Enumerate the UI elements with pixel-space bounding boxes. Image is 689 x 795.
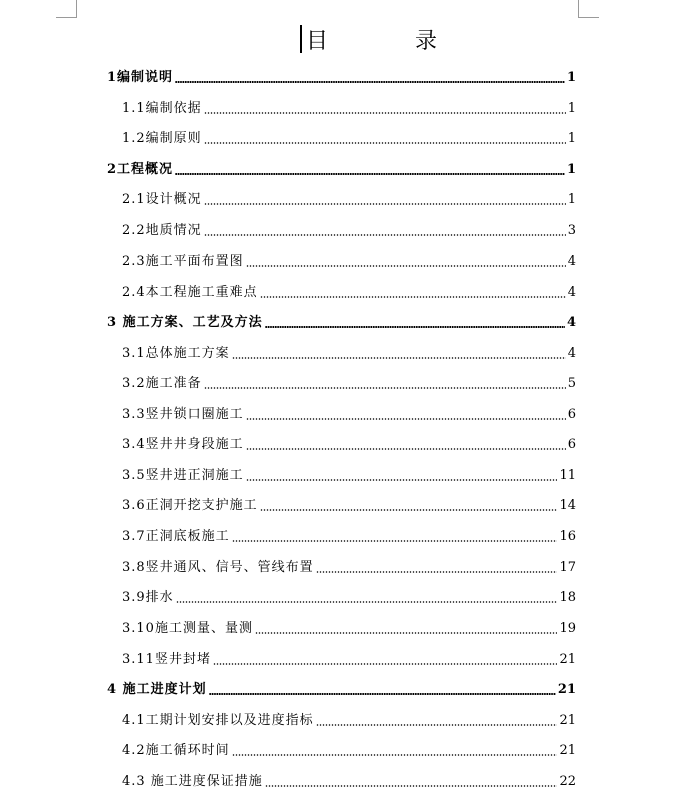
text-cursor <box>300 25 302 53</box>
dot-leader <box>316 571 558 573</box>
toc-entry-page: 4 <box>567 346 576 361</box>
toc-entry-page: 4 <box>566 315 576 330</box>
toc-entry-page: 14 <box>559 498 576 513</box>
dot-leader <box>260 509 558 511</box>
toc-entry-label: 3.7正洞底板施工 <box>122 529 230 544</box>
toc-entry-page: 6 <box>567 437 576 452</box>
dot-leader <box>265 326 565 328</box>
toc-entry-3-5[interactable] <box>122 462 576 484</box>
toc-entry-label: 3.11竖井封堵 <box>122 652 211 667</box>
toc-entry-page: 21 <box>559 713 576 728</box>
toc-entry-page: 6 <box>567 407 576 422</box>
toc-entry-page: 19 <box>559 621 576 636</box>
dot-leader <box>209 693 556 695</box>
toc-entry-4-2[interactable] <box>122 737 576 759</box>
toc-title: 目 录 <box>306 28 477 54</box>
page-corner-mark-top-left <box>56 0 77 18</box>
toc-entry-page: 1 <box>566 162 576 177</box>
toc-entry-3[interactable] <box>107 309 576 331</box>
dot-leader <box>246 479 558 481</box>
dot-leader <box>232 540 558 542</box>
toc-entry-page: 4 <box>567 254 576 269</box>
toc-entry-4-3[interactable] <box>122 768 576 790</box>
toc-entry-3-8[interactable] <box>122 554 576 576</box>
toc-entry-label: 3.10施工测量、量测 <box>122 621 253 636</box>
toc-entry-label: 3.2施工准备 <box>122 376 202 391</box>
toc-entry-label: 3.4竖井井身段施工 <box>122 437 244 452</box>
toc-entry-page: 21 <box>559 743 576 758</box>
toc-entry-label: 1.2编制原则 <box>122 131 202 146</box>
toc-entry-label: 3.9排水 <box>122 590 174 605</box>
toc-entry-label: 3.5竖井进正洞施工 <box>122 468 244 483</box>
dot-leader <box>175 81 565 83</box>
toc-entry-label: 3 施工方案、工艺及方法 <box>107 315 263 330</box>
toc-entry-label: 2工程概况 <box>107 162 174 177</box>
title-area[interactable] <box>300 22 477 56</box>
toc-entry-label: 3.3竖井锁口圈施工 <box>122 407 244 422</box>
toc-entry-label: 4.1工期计划安排以及进度指标 <box>122 713 314 728</box>
toc-entry-3-2[interactable] <box>122 370 576 392</box>
dot-leader <box>204 142 566 144</box>
toc-entry-label: 3.8竖井通风、信号、管线布置 <box>122 560 314 575</box>
toc-entry-1-1[interactable] <box>122 95 576 117</box>
toc-entry-page: 21 <box>557 682 576 697</box>
toc-entry-label: 4 施工进度计划 <box>107 682 207 697</box>
dot-leader <box>246 448 566 450</box>
toc-entry-page: 22 <box>559 774 576 789</box>
toc-entry-page: 4 <box>567 285 576 300</box>
toc-entry-3-6[interactable] <box>122 492 576 514</box>
toc-entry-3-9[interactable] <box>122 584 576 606</box>
dot-leader <box>246 418 566 420</box>
dot-leader <box>213 663 558 665</box>
page-corner-mark-top-right <box>578 0 599 18</box>
toc-entry-page: 1 <box>567 192 576 207</box>
dot-leader <box>316 724 558 726</box>
toc-entry-page: 5 <box>567 376 576 391</box>
toc-entry-page: 1 <box>567 131 576 146</box>
toc-entry-4[interactable] <box>107 676 576 698</box>
toc-entry-label: 3.6正洞开挖支护施工 <box>122 498 258 513</box>
dot-leader <box>255 632 558 634</box>
toc-entry-2-3[interactable] <box>122 248 576 270</box>
toc-entry-label: 4.2施工循环时间 <box>122 743 230 758</box>
dot-leader <box>246 265 566 267</box>
toc-entry-1-2[interactable] <box>122 125 576 147</box>
dot-leader <box>232 754 558 756</box>
toc-entry-2-2[interactable] <box>122 217 576 239</box>
toc-entry-label: 2.1设计概况 <box>122 192 202 207</box>
dot-leader <box>204 234 566 236</box>
toc-entry-page: 11 <box>559 468 576 483</box>
toc-entry-page: 21 <box>559 652 576 667</box>
toc-entry-2[interactable] <box>107 156 576 178</box>
dot-leader <box>260 296 566 298</box>
toc-entry-3-3[interactable] <box>122 401 576 423</box>
toc-entry-page: 3 <box>567 223 576 238</box>
toc-entry-page: 17 <box>559 560 576 575</box>
toc-entry-3-7[interactable] <box>122 523 576 545</box>
toc-entry-page: 16 <box>559 529 576 544</box>
dot-leader <box>204 387 566 389</box>
toc-entry-3-4[interactable] <box>122 431 576 453</box>
dot-leader <box>176 601 558 603</box>
toc-entry-label: 4.3 施工进度保证措施 <box>122 774 263 789</box>
dot-leader <box>204 112 566 114</box>
toc-entry-label: 2.4本工程施工重难点 <box>122 285 258 300</box>
toc-entry-1[interactable] <box>107 64 576 86</box>
toc-entry-2-1[interactable] <box>122 186 576 208</box>
toc-entry-label: 3.1总体施工方案 <box>122 346 230 361</box>
toc-entry-label: 2.3施工平面布置图 <box>122 254 244 269</box>
dot-leader <box>175 173 565 175</box>
toc-entry-page: 18 <box>559 590 576 605</box>
toc-entry-page: 1 <box>566 70 576 85</box>
toc-entry-label: 1编制说明 <box>107 70 174 85</box>
toc-entry-2-4[interactable] <box>122 279 576 301</box>
dot-leader <box>232 357 566 359</box>
dot-leader <box>265 785 558 787</box>
dot-leader <box>204 203 566 205</box>
toc-entry-label: 1.1编制依据 <box>122 101 202 116</box>
toc-entry-3-11[interactable] <box>122 646 576 668</box>
toc-entry-page: 1 <box>567 101 576 116</box>
toc-entry-3-1[interactable] <box>122 340 576 362</box>
toc-entry-4-1[interactable] <box>122 707 576 729</box>
toc-entry-3-10[interactable] <box>122 615 576 637</box>
toc-entry-label: 2.2地质情况 <box>122 223 202 238</box>
